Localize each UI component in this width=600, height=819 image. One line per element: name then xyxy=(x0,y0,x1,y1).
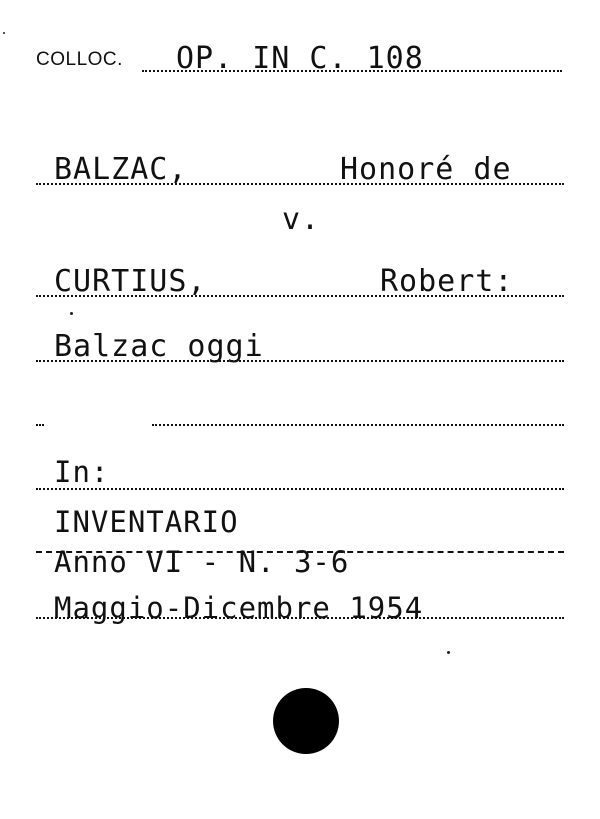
subject-forename: Robert: xyxy=(380,264,514,299)
title-text: Balzac oggi xyxy=(54,329,264,364)
punch-hole xyxy=(273,688,339,754)
in-label: In: xyxy=(54,455,110,489)
author-forename: Honoré de xyxy=(340,152,512,187)
speck xyxy=(70,312,73,315)
versus-mark: v. xyxy=(282,202,321,237)
colloc-label: COLLOC. xyxy=(36,49,123,70)
colloc-value: OP. IN C. 108 xyxy=(176,41,424,76)
subject-surname: CURTIUS, xyxy=(54,264,207,299)
in-rule xyxy=(36,488,564,490)
source-date: Maggio-Dicembre 1954 xyxy=(54,591,424,625)
source-title: INVENTARIO xyxy=(54,505,239,539)
speck xyxy=(447,651,450,654)
source-issue: Anno VI - N. 3-6 xyxy=(54,545,350,579)
speck xyxy=(3,32,5,34)
author-surname: BALZAC, xyxy=(54,152,188,187)
empty-rule xyxy=(152,424,564,426)
empty-rule-start xyxy=(36,424,44,426)
